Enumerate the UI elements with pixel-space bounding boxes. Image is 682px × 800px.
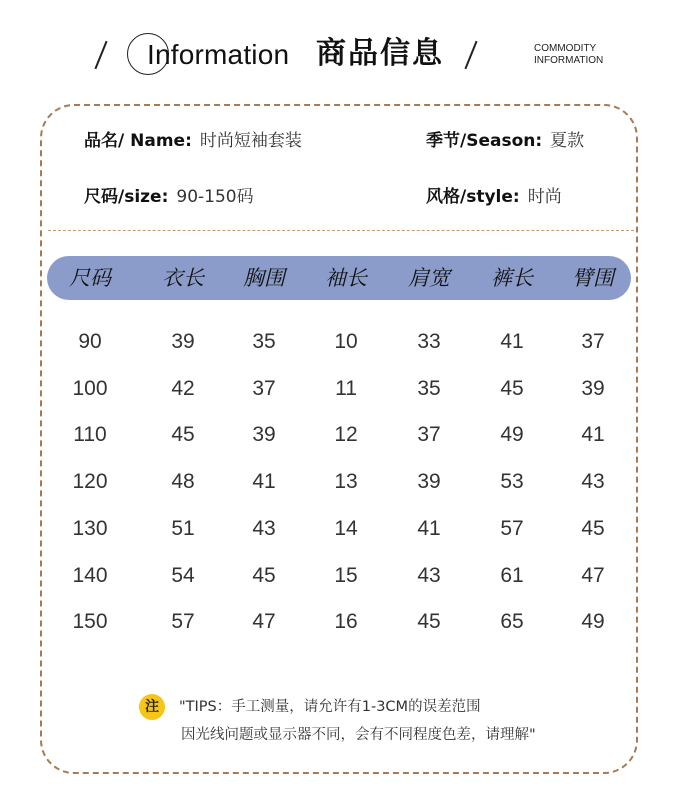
table-cell: 45 bbox=[581, 516, 605, 540]
table-cell: 65 bbox=[500, 610, 524, 634]
table-cell: 100 bbox=[72, 376, 108, 400]
table-cell: 39 bbox=[581, 376, 605, 400]
size-value: 90-150码 bbox=[176, 187, 254, 207]
column-header: 肩宽 bbox=[408, 266, 450, 290]
size-label: 尺码/size: bbox=[84, 187, 169, 207]
table-cell: 57 bbox=[171, 610, 195, 634]
table-cell: 12 bbox=[334, 423, 358, 447]
table-cell: 47 bbox=[252, 610, 276, 634]
table-cell: 61 bbox=[500, 563, 524, 587]
column-header: 尺码 bbox=[69, 266, 111, 290]
style-label: 风格/style: bbox=[426, 187, 520, 207]
table-cell: 49 bbox=[500, 423, 524, 447]
table-cell: 53 bbox=[500, 470, 524, 494]
table-cell: 41 bbox=[252, 470, 276, 494]
season-value: 夏款 bbox=[550, 131, 585, 151]
table-cell: 45 bbox=[252, 563, 276, 587]
product-name-value: 时尚短袖套装 bbox=[199, 131, 302, 151]
table-cell: 48 bbox=[171, 470, 195, 494]
table-cell: 150 bbox=[72, 610, 108, 634]
column-header: 袖长 bbox=[325, 266, 367, 290]
table-cell: 41 bbox=[500, 330, 524, 353]
table-cell: 15 bbox=[334, 563, 358, 587]
table-cell: 37 bbox=[417, 423, 441, 447]
table-cell: 37 bbox=[581, 330, 605, 353]
size-table-header bbox=[47, 256, 631, 300]
table-cell: 41 bbox=[417, 516, 441, 540]
table-cell: 90 bbox=[78, 330, 102, 353]
table-cell: 140 bbox=[72, 563, 108, 587]
table-cell: 45 bbox=[171, 423, 195, 447]
table-cell: 13 bbox=[334, 470, 358, 494]
table-cell: 45 bbox=[417, 610, 441, 634]
column-header: 裤长 bbox=[491, 266, 533, 290]
table-cell: 110 bbox=[73, 423, 107, 447]
table-cell: 14 bbox=[334, 516, 358, 540]
commodity-caption bbox=[534, 43, 603, 67]
table-cell: 57 bbox=[500, 516, 524, 540]
decorative-slash-right bbox=[464, 41, 477, 70]
product-name-field bbox=[84, 129, 302, 153]
style-field bbox=[426, 185, 562, 209]
section-divider bbox=[48, 230, 634, 231]
product-name-label: 品名/ Name: bbox=[84, 131, 192, 151]
table-cell: 43 bbox=[417, 563, 441, 587]
note-line-2: 因光线问题或显示器不同，会有不同程度色差，请理解" bbox=[181, 727, 536, 743]
table-cell: 39 bbox=[171, 330, 195, 353]
table-cell: 42 bbox=[171, 376, 195, 400]
column-header: 臂围 bbox=[572, 266, 614, 290]
table-cell: 130 bbox=[72, 516, 108, 540]
table-cell: 47 bbox=[581, 563, 605, 587]
table-cell: 39 bbox=[252, 423, 276, 447]
table-cell: 120 bbox=[72, 470, 108, 494]
style-value: 时尚 bbox=[527, 187, 562, 207]
column-header: 胸围 bbox=[243, 266, 285, 290]
decorative-slash-left bbox=[94, 41, 107, 70]
table-cell: 39 bbox=[417, 470, 441, 494]
table-cell: 10 bbox=[334, 330, 358, 353]
note-badge: 注 bbox=[139, 694, 165, 720]
table-cell: 45 bbox=[500, 376, 524, 400]
commodity-caption-line2: INFORMATION bbox=[534, 55, 604, 66]
table-cell: 51 bbox=[171, 516, 195, 540]
table-cell: 41 bbox=[581, 423, 605, 447]
table-cell: 37 bbox=[252, 376, 276, 400]
table-cell: 35 bbox=[417, 376, 441, 400]
size-field bbox=[84, 185, 254, 209]
title-english: Information bbox=[147, 39, 290, 70]
table-cell: 11 bbox=[335, 376, 357, 400]
season-label: 季节/Season: bbox=[426, 131, 543, 151]
table-cell: 33 bbox=[417, 330, 441, 353]
commodity-caption-line1: COMMODITY bbox=[534, 43, 597, 54]
column-header: 衣长 bbox=[162, 266, 204, 290]
season-field bbox=[426, 129, 584, 153]
table-cell: 16 bbox=[334, 610, 358, 634]
table-cell: 35 bbox=[252, 330, 276, 353]
table-cell: 49 bbox=[581, 610, 605, 634]
table-cell: 54 bbox=[171, 563, 195, 587]
note-line-1: "TIPS：手工测量，请允许有1-3CM的误差范围 bbox=[179, 699, 481, 715]
title-chinese: 商品信息 bbox=[316, 36, 444, 71]
table-cell: 43 bbox=[581, 470, 605, 494]
table-cell: 43 bbox=[252, 516, 276, 540]
